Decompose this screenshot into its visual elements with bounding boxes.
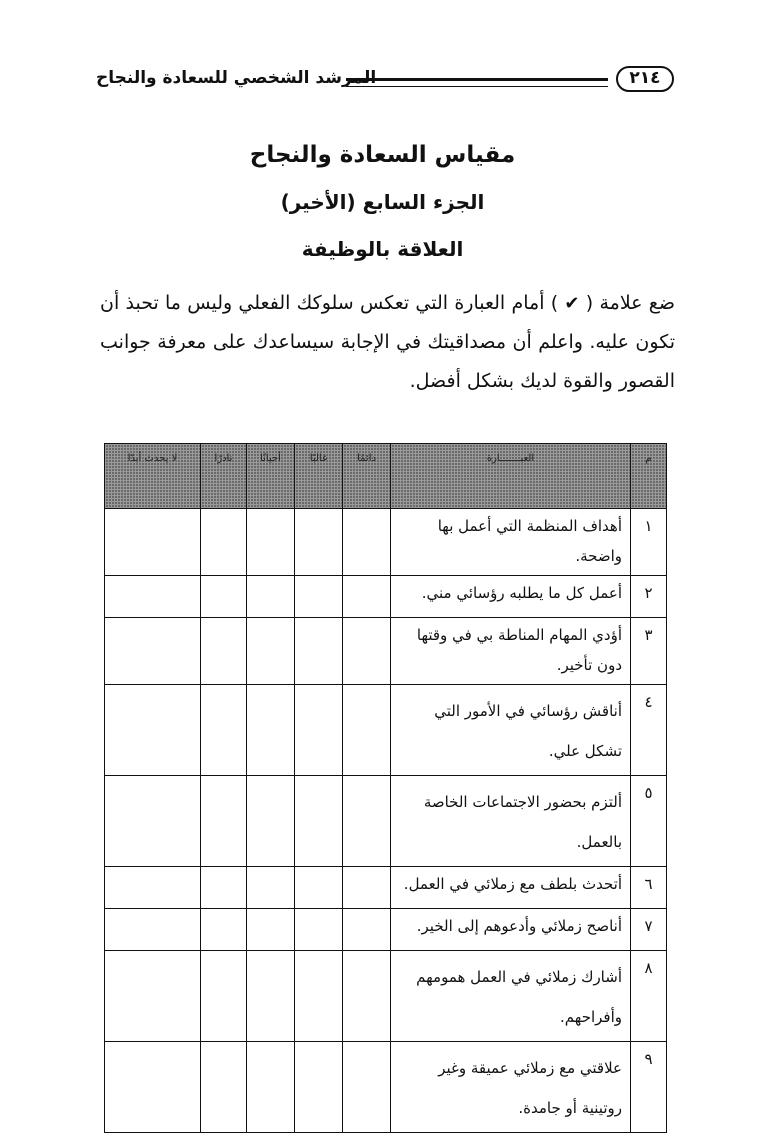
answer-cell-rarely[interactable] <box>201 618 247 685</box>
table-row <box>105 1042 667 1133</box>
answer-cell-often[interactable] <box>295 1042 343 1133</box>
answer-cell-always[interactable] <box>343 685 391 776</box>
row-statement: أتحدث بلطف مع زملائي في العمل. <box>391 867 631 909</box>
row-statement: أؤدي المهام المناطة بي في وقتها دون تأخير. <box>391 618 631 685</box>
row-statement: علاقتي مع زملائي عميقة وغير روتينية أو جامدة. <box>391 1042 631 1133</box>
row-number: ٧ <box>631 909 667 951</box>
col-never: لا يحدث أبدًا <box>105 444 201 509</box>
row-statement: ألتزم بحضور الاجتماعات الخاصة بالعمل. <box>391 776 631 867</box>
answer-cell-rarely[interactable] <box>201 909 247 951</box>
table-row <box>105 685 667 776</box>
answer-cell-always[interactable] <box>343 618 391 685</box>
instructions-paragraph <box>100 284 675 401</box>
header-rule <box>346 78 608 87</box>
scale-title: مقياس السعادة والنجاح <box>249 142 516 168</box>
table-row <box>105 776 667 867</box>
answer-cell-always[interactable] <box>343 776 391 867</box>
answer-cell-always[interactable] <box>343 576 391 618</box>
row-number: ٨ <box>631 951 667 1042</box>
col-rarely: نادرًا <box>201 444 247 509</box>
answer-cell-sometimes[interactable] <box>247 685 295 776</box>
row-statement: أناقش رؤسائي في الأمور التي تشكل علي. <box>391 685 631 776</box>
col-number: م <box>631 444 667 509</box>
row-statement: أعمل كل ما يطلبه رؤسائي مني. <box>391 576 631 618</box>
answer-cell-sometimes[interactable] <box>247 776 295 867</box>
book-title: المرشد الشخصي للسعادة والنجاح <box>96 68 377 88</box>
answer-cell-always[interactable] <box>343 909 391 951</box>
answer-cell-often[interactable] <box>295 951 343 1042</box>
answer-cell-often[interactable] <box>295 685 343 776</box>
answer-cell-never[interactable] <box>105 509 201 576</box>
table-row <box>105 867 667 909</box>
answer-cell-always[interactable] <box>343 509 391 576</box>
answer-cell-never[interactable] <box>105 867 201 909</box>
answer-cell-always[interactable] <box>343 867 391 909</box>
col-always: دائمًا <box>343 444 391 509</box>
answer-cell-rarely[interactable] <box>201 776 247 867</box>
answer-cell-rarely[interactable] <box>201 867 247 909</box>
answer-cell-rarely[interactable] <box>201 509 247 576</box>
col-sometimes: أحيانًا <box>247 444 295 509</box>
table-header-row <box>105 444 667 509</box>
answer-cell-sometimes[interactable] <box>247 909 295 951</box>
row-number: ٦ <box>631 867 667 909</box>
row-number: ١ <box>631 509 667 576</box>
answer-cell-rarely[interactable] <box>201 685 247 776</box>
answer-cell-never[interactable] <box>105 618 201 685</box>
answer-cell-often[interactable] <box>295 618 343 685</box>
running-header <box>96 66 674 100</box>
row-number: ٩ <box>631 1042 667 1133</box>
answer-cell-always[interactable] <box>343 951 391 1042</box>
answer-cell-always[interactable] <box>343 1042 391 1133</box>
row-number: ٣ <box>631 618 667 685</box>
answer-cell-often[interactable] <box>295 776 343 867</box>
answer-cell-never[interactable] <box>105 1042 201 1133</box>
rating-table <box>104 443 667 1133</box>
answer-cell-rarely[interactable] <box>201 576 247 618</box>
col-statement: العبـــــــارة <box>391 444 631 509</box>
row-number: ٢ <box>631 576 667 618</box>
answer-cell-often[interactable] <box>295 576 343 618</box>
section-title: العلاقة بالوظيفة <box>301 237 464 261</box>
col-often: غالبًا <box>295 444 343 509</box>
row-statement: أهداف المنظمة التي أعمل بها واضحة. <box>391 509 631 576</box>
answer-cell-rarely[interactable] <box>201 1042 247 1133</box>
table-row <box>105 576 667 618</box>
answer-cell-rarely[interactable] <box>201 951 247 1042</box>
answer-cell-never[interactable] <box>105 685 201 776</box>
instructions-before: ضع علامة ( <box>585 292 675 314</box>
answer-cell-sometimes[interactable] <box>247 1042 295 1133</box>
page-number: ٢١٤ <box>616 66 674 92</box>
answer-cell-sometimes[interactable] <box>247 867 295 909</box>
answer-cell-often[interactable] <box>295 867 343 909</box>
row-number: ٥ <box>631 776 667 867</box>
answer-cell-never[interactable] <box>105 951 201 1042</box>
answer-cell-sometimes[interactable] <box>247 618 295 685</box>
row-statement: أناصح زملائي وأدعوهم إلى الخير. <box>391 909 631 951</box>
answer-cell-sometimes[interactable] <box>247 509 295 576</box>
answer-cell-often[interactable] <box>295 909 343 951</box>
table-row <box>105 618 667 685</box>
answer-cell-never[interactable] <box>105 576 201 618</box>
check-mark-icon: ✔ <box>564 293 580 314</box>
answer-cell-never[interactable] <box>105 776 201 867</box>
table-row <box>105 509 667 576</box>
table-row <box>105 951 667 1042</box>
answer-cell-sometimes[interactable] <box>247 576 295 618</box>
table-row <box>105 909 667 951</box>
row-number: ٤ <box>631 685 667 776</box>
answer-cell-never[interactable] <box>105 909 201 951</box>
instructions-after: ) أمام العبارة التي تعكس سلوكك الفعلي وليس ما تحبذ أن تكون عليه. واعلم أن مصداقيتك في الإجابة سيساعدك على معرفة جوانب القصور والقوة لديك بشكل أفضل. <box>100 292 675 392</box>
answer-cell-often[interactable] <box>295 509 343 576</box>
answer-cell-sometimes[interactable] <box>247 951 295 1042</box>
row-statement: أشارك زملائي في العمل همومهم وأفراحهم. <box>391 951 631 1042</box>
part-title: الجزء السابع (الأخير) <box>280 190 485 214</box>
